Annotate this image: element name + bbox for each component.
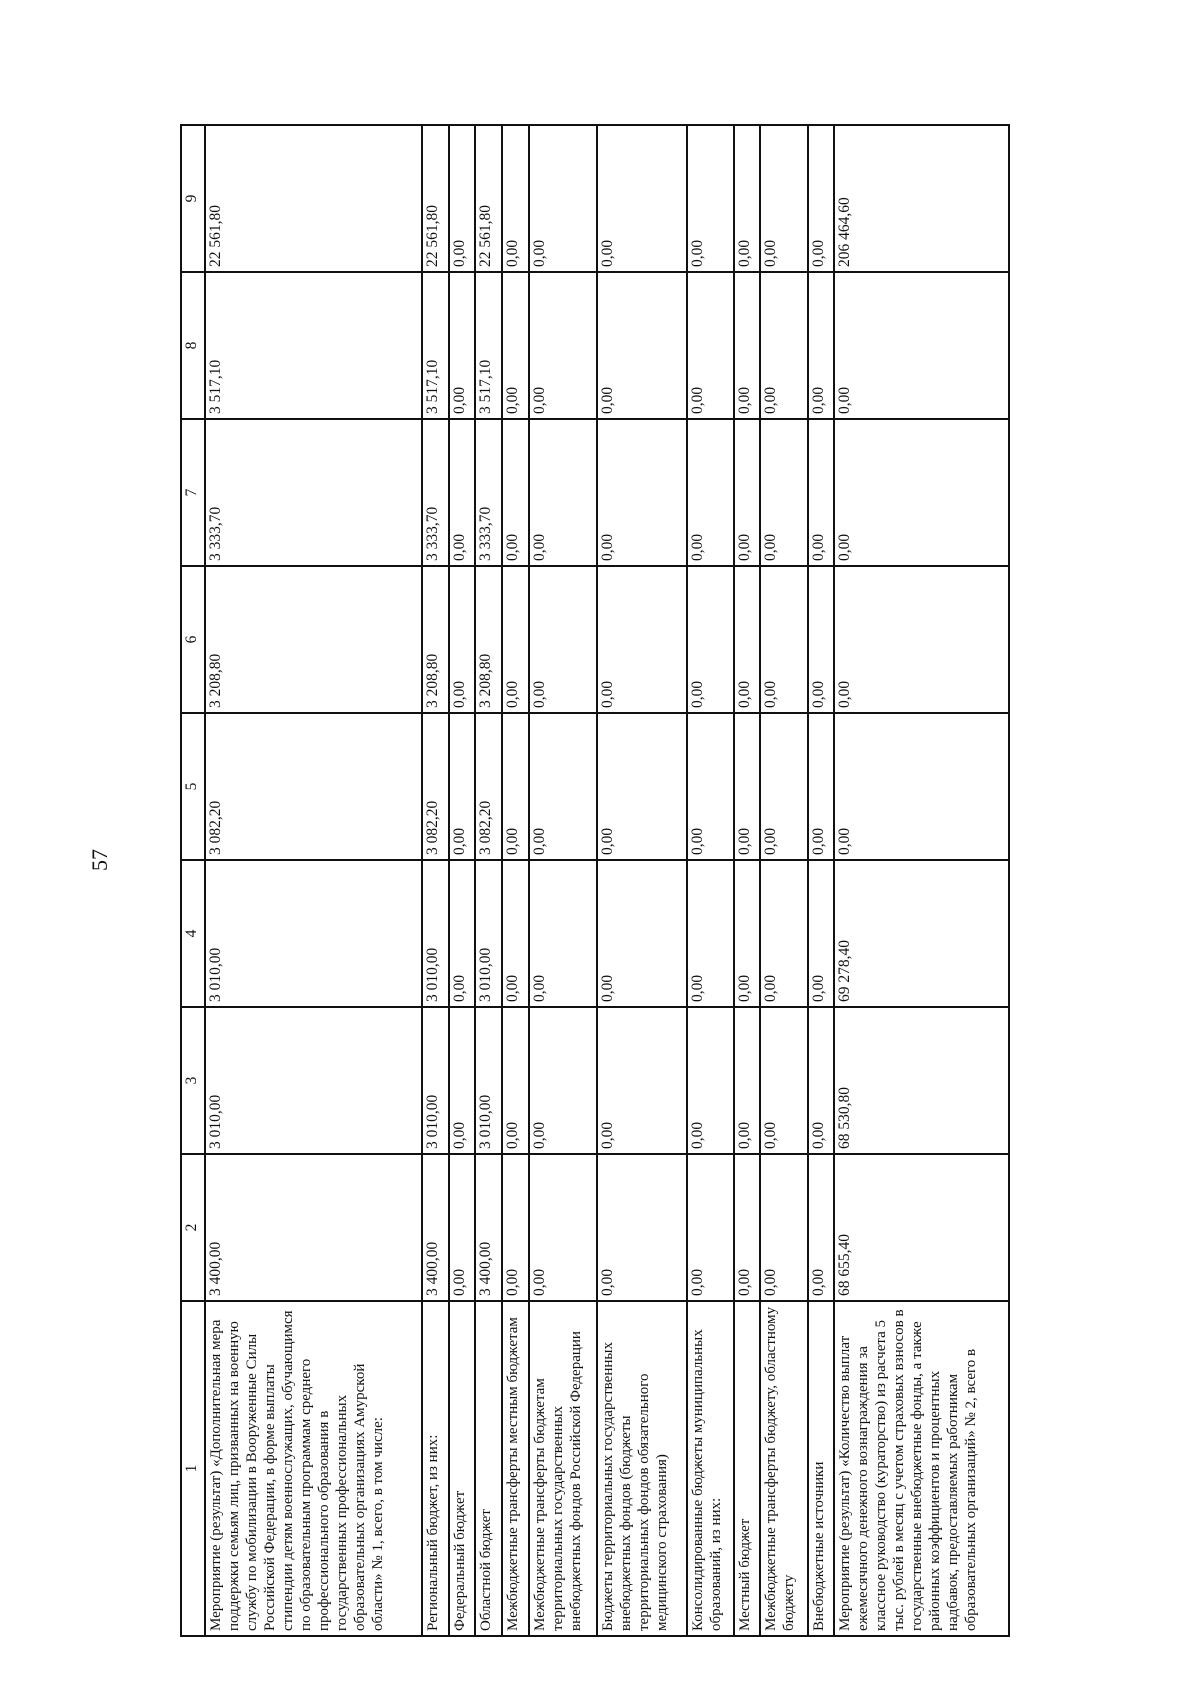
table-body [205,125,1009,1636]
value-cell: 0,00 [502,125,529,272]
value-cell: 0,00 [529,272,597,419]
value-cell: 0,00 [834,566,1009,713]
value-cell: 0,00 [449,272,476,419]
value-cell: 22 561,80 [205,125,422,272]
row-label: Бюджеты территориальных государственных внебюджетных фондов (бюджеты территориальных фондов обязательного медицинского страхования) [597,1301,687,1636]
value-cell: 0,00 [597,272,687,419]
value-cell: 0,00 [449,125,476,272]
value-cell: 0,00 [597,419,687,566]
value-cell: 0,00 [808,860,835,1007]
value-cell: 0,00 [502,566,529,713]
value-cell: 68 655,40 [834,1154,1009,1301]
row-label: Местный бюджет [734,1301,761,1636]
value-cell: 22 561,80 [422,125,449,272]
table-row [449,125,476,1636]
page-number: 57 [87,849,112,871]
value-cell: 0,00 [597,713,687,860]
value-cell: 0,00 [502,1007,529,1154]
column-header-9: 9 [181,125,205,272]
value-cell: 0,00 [529,1154,597,1301]
value-cell: 0,00 [597,125,687,272]
table-row [734,125,761,1636]
value-cell: 68 530,80 [834,1007,1009,1154]
table-row [529,125,597,1636]
table-row [687,125,734,1636]
value-cell: 0,00 [502,713,529,860]
value-cell: 3 010,00 [422,860,449,1007]
column-header-3: 3 [181,1007,205,1154]
value-cell: 0,00 [734,419,761,566]
value-cell: 0,00 [734,1154,761,1301]
value-cell: 3 517,10 [475,272,502,419]
table-row [422,125,449,1636]
value-cell: 0,00 [808,272,835,419]
row-label: Внебюджетные источники [808,1301,835,1636]
column-header-2: 2 [181,1154,205,1301]
value-cell: 0,00 [834,713,1009,860]
row-label: Федеральный бюджет [449,1301,476,1636]
value-cell: 0,00 [734,272,761,419]
row-label: Межбюджетные трансферты бюджетам территориальных государственных внебюджетных фондов Российской Федерации [529,1301,597,1636]
value-cell: 0,00 [449,566,476,713]
value-cell: 0,00 [760,713,807,860]
value-cell: 0,00 [687,713,734,860]
value-cell: 0,00 [597,1154,687,1301]
value-cell: 3 517,10 [422,272,449,419]
value-cell: 0,00 [834,272,1009,419]
value-cell: 0,00 [760,1154,807,1301]
value-cell: 0,00 [760,566,807,713]
value-cell: 0,00 [734,860,761,1007]
value-cell: 3 010,00 [475,860,502,1007]
value-cell: 3 208,80 [475,566,502,713]
value-cell: 0,00 [687,860,734,1007]
table-row [597,125,687,1636]
value-cell: 0,00 [449,419,476,566]
column-header-8: 8 [181,272,205,419]
value-cell: 3 010,00 [422,1007,449,1154]
value-cell: 0,00 [597,566,687,713]
column-header-7: 7 [181,419,205,566]
value-cell: 206 464,60 [834,125,1009,272]
row-label: Межбюджетные трансферты местным бюджетам [502,1301,529,1636]
value-cell: 0,00 [760,1007,807,1154]
table-row [808,125,835,1636]
table-row [502,125,529,1636]
value-cell: 0,00 [760,125,807,272]
value-cell: 0,00 [502,860,529,1007]
value-cell: 3 400,00 [422,1154,449,1301]
value-cell: 3 010,00 [205,1007,422,1154]
rotated-table-container [180,125,1010,1637]
column-header-4: 4 [181,860,205,1007]
value-cell: 3 010,00 [205,860,422,1007]
column-header-5: 5 [181,713,205,860]
value-cell: 3 333,70 [205,419,422,566]
value-cell: 3 400,00 [475,1154,502,1301]
row-label: Мероприятие (результат) «Количество выплат ежемесячного денежного вознаграждения за классное руководство (кураторство) из расчета 5 тыс. рублей в месяц с учетом страховых взносов в государственные внебюджетные фонды, а также районных коэффициентов и процентных надбавок, предоставляемых работникам образовательных организаций» № 2, всего в [834,1301,1009,1636]
value-cell: 0,00 [808,1007,835,1154]
value-cell: 0,00 [529,1007,597,1154]
row-label: Межбюджетные трансферты бюджету, областному бюджету [760,1301,807,1636]
value-cell: 0,00 [502,419,529,566]
value-cell: 0,00 [502,272,529,419]
value-cell: 0,00 [529,713,597,860]
value-cell: 3 400,00 [205,1154,422,1301]
row-label: Областной бюджет [475,1301,502,1636]
column-header-1: 1 [181,1301,205,1636]
column-header-6: 6 [181,566,205,713]
value-cell: 0,00 [687,566,734,713]
value-cell: 0,00 [808,125,835,272]
value-cell: 22 561,80 [475,125,502,272]
table-row [205,125,422,1636]
value-cell: 0,00 [449,1007,476,1154]
value-cell: 0,00 [597,1007,687,1154]
value-cell: 0,00 [834,419,1009,566]
table-header-row [181,125,205,1636]
value-cell: 0,00 [760,860,807,1007]
value-cell: 3 082,20 [422,713,449,860]
value-cell: 0,00 [502,1154,529,1301]
table-row [475,125,502,1636]
value-cell: 0,00 [760,272,807,419]
value-cell: 0,00 [808,566,835,713]
value-cell: 0,00 [529,419,597,566]
value-cell: 0,00 [529,125,597,272]
value-cell: 0,00 [808,419,835,566]
value-cell: 3 208,80 [422,566,449,713]
value-cell: 0,00 [808,1154,835,1301]
value-cell: 0,00 [760,419,807,566]
value-cell: 3 333,70 [475,419,502,566]
value-cell: 0,00 [734,125,761,272]
value-cell: 0,00 [687,272,734,419]
value-cell: 0,00 [449,1154,476,1301]
value-cell: 0,00 [734,566,761,713]
table-row [760,125,807,1636]
value-cell: 3 517,10 [205,272,422,419]
value-cell: 0,00 [687,419,734,566]
value-cell: 3 082,20 [475,713,502,860]
value-cell: 0,00 [529,566,597,713]
value-cell: 69 278,40 [834,860,1009,1007]
value-cell: 0,00 [734,1007,761,1154]
value-cell: 0,00 [449,860,476,1007]
value-cell: 0,00 [808,713,835,860]
value-cell: 0,00 [687,1154,734,1301]
value-cell: 0,00 [734,713,761,860]
value-cell: 3 333,70 [422,419,449,566]
value-cell: 0,00 [687,1007,734,1154]
row-label: Мероприятие (результат) «Дополнительная мера поддержки семьям лиц, призванных на военную службу по мобилизации в Вооруженные Силы Российской Федерации, в форме выплаты стипендии детям военнослужащих, обучающимся по образовательным программам среднего профессионального образования в государственных профессиональных образовательных организациях Амурской области» № 1, всего, в том числе: [205,1301,422,1636]
value-cell: 0,00 [687,125,734,272]
budget-table [180,124,1010,1637]
value-cell: 0,00 [597,860,687,1007]
row-label: Региональный бюджет, из них: [422,1301,449,1636]
value-cell: 3 208,80 [205,566,422,713]
row-label: Консолидированные бюджеты муниципальных образований, из них: [687,1301,734,1636]
table-row [834,125,1009,1636]
value-cell: 3 010,00 [475,1007,502,1154]
value-cell: 0,00 [449,713,476,860]
value-cell: 3 082,20 [205,713,422,860]
value-cell: 0,00 [529,860,597,1007]
